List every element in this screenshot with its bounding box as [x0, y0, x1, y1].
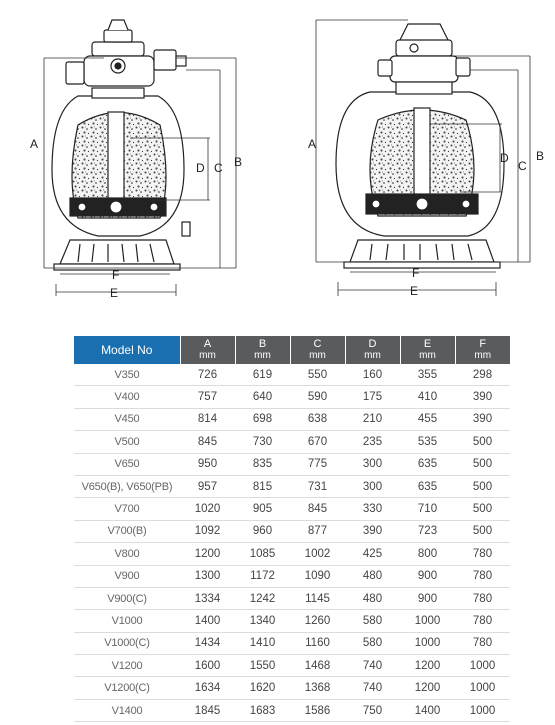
value-cell: 638: [290, 408, 345, 430]
value-cell: 1340: [235, 610, 290, 632]
table-row: [74, 677, 510, 699]
value-cell: 535: [400, 431, 455, 453]
header-unit: mm: [474, 350, 492, 361]
value-cell: 1550: [235, 655, 290, 677]
value-cell: 1000: [400, 610, 455, 632]
value-cell: 1200: [180, 543, 235, 565]
value-cell: 950: [180, 453, 235, 475]
value-cell: 698: [235, 408, 290, 430]
left-dim-label-c: C: [214, 161, 223, 175]
right-dim-label-b: B: [536, 149, 545, 163]
table-row: [74, 475, 510, 497]
right-filter-drawing: [336, 24, 504, 268]
value-cell: 1020: [180, 498, 235, 520]
value-cell: 960: [235, 520, 290, 542]
right-dim-label-d: D: [500, 151, 509, 165]
value-cell: 1434: [180, 632, 235, 654]
model-cell: V700(B): [74, 520, 180, 542]
header-label: E: [423, 338, 432, 350]
value-cell: 723: [400, 520, 455, 542]
value-cell: 750: [345, 699, 400, 721]
table-row: [74, 632, 510, 654]
left-dim-label-b: B: [234, 155, 243, 169]
value-cell: 1620: [235, 677, 290, 699]
value-cell: 410: [400, 386, 455, 408]
left-dim-label-e: E: [110, 286, 119, 300]
value-cell: 780: [455, 587, 510, 609]
value-cell: 877: [290, 520, 345, 542]
value-cell: 800: [400, 543, 455, 565]
value-cell: 160: [345, 364, 400, 386]
table-row: [74, 520, 510, 542]
value-cell: 635: [400, 475, 455, 497]
value-cell: 1683: [235, 699, 290, 721]
value-cell: 1000: [455, 655, 510, 677]
value-cell: 425: [345, 543, 400, 565]
value-cell: 619: [235, 364, 290, 386]
table-row: [74, 498, 510, 520]
right-dim-label-e: E: [410, 284, 419, 298]
value-cell: 1400: [400, 699, 455, 721]
right-dim-label-c: C: [518, 159, 527, 173]
right-dim-label-a: A: [308, 137, 317, 151]
left-filter-drawing: [52, 20, 190, 270]
value-cell: 815: [235, 475, 290, 497]
left-dim-label-a: A: [30, 137, 39, 151]
table-header-row: [74, 336, 510, 364]
value-cell: 1000: [400, 632, 455, 654]
value-cell: 1200: [400, 655, 455, 677]
value-cell: 845: [180, 431, 235, 453]
value-cell: 1000: [455, 699, 510, 721]
header-col-1: [180, 336, 235, 364]
value-cell: 300: [345, 475, 400, 497]
value-cell: 1586: [290, 699, 345, 721]
dimension-table: [74, 336, 510, 722]
value-cell: 1242: [235, 587, 290, 609]
model-cell: V450: [74, 408, 180, 430]
value-cell: 710: [400, 498, 455, 520]
value-cell: 355: [400, 364, 455, 386]
value-cell: 740: [345, 677, 400, 699]
header-unit: mm: [309, 350, 326, 361]
value-cell: 550: [290, 364, 345, 386]
table-row: [74, 610, 510, 632]
value-cell: 1000: [455, 677, 510, 699]
table-row: [74, 431, 510, 453]
model-cell: V1000: [74, 610, 180, 632]
right-dim-label-f: F: [412, 266, 420, 280]
model-cell: V1000(C): [74, 632, 180, 654]
value-cell: 1085: [235, 543, 290, 565]
value-cell: 330: [345, 498, 400, 520]
value-cell: 835: [235, 453, 290, 475]
value-cell: 757: [180, 386, 235, 408]
model-cell: V400: [74, 386, 180, 408]
table-row: [74, 408, 510, 430]
value-cell: 455: [400, 408, 455, 430]
value-cell: 740: [345, 655, 400, 677]
value-cell: 480: [345, 565, 400, 587]
value-cell: 1600: [180, 655, 235, 677]
header-model-no: [74, 336, 180, 364]
table-body: [74, 364, 510, 722]
value-cell: 1002: [290, 543, 345, 565]
value-cell: 1300: [180, 565, 235, 587]
value-cell: 210: [345, 408, 400, 430]
header-label: C: [313, 338, 322, 350]
value-cell: 390: [345, 520, 400, 542]
header-col-2: [235, 336, 290, 364]
header-label: D: [368, 338, 377, 350]
value-cell: 780: [455, 543, 510, 565]
value-cell: 1090: [290, 565, 345, 587]
value-cell: 957: [180, 475, 235, 497]
header-unit: mm: [199, 350, 216, 361]
value-cell: 1468: [290, 655, 345, 677]
model-cell: V650: [74, 453, 180, 475]
value-cell: 175: [345, 386, 400, 408]
value-cell: 1172: [235, 565, 290, 587]
value-cell: 905: [235, 498, 290, 520]
model-cell: V500: [74, 431, 180, 453]
table-row: [74, 699, 510, 721]
value-cell: 670: [290, 431, 345, 453]
model-cell: V700: [74, 498, 180, 520]
model-cell: V350: [74, 364, 180, 386]
value-cell: 590: [290, 386, 345, 408]
header-unit: mm: [419, 350, 436, 361]
left-dim-label-d: D: [196, 161, 205, 175]
value-cell: 500: [455, 431, 510, 453]
table-row: [74, 587, 510, 609]
value-cell: 775: [290, 453, 345, 475]
value-cell: 726: [180, 364, 235, 386]
value-cell: 390: [455, 386, 510, 408]
header-col-6: [455, 336, 510, 364]
header-col-3: [290, 336, 345, 364]
value-cell: 900: [400, 565, 455, 587]
table-row: [74, 565, 510, 587]
value-cell: 1368: [290, 677, 345, 699]
table-row: [74, 453, 510, 475]
value-cell: 1200: [400, 677, 455, 699]
value-cell: 1845: [180, 699, 235, 721]
value-cell: 500: [455, 475, 510, 497]
table-row: [74, 655, 510, 677]
value-cell: 580: [345, 610, 400, 632]
header-label: Model No: [101, 343, 153, 357]
header-unit: mm: [364, 350, 381, 361]
value-cell: 1145: [290, 587, 345, 609]
header-label: F: [479, 338, 487, 350]
value-cell: 814: [180, 408, 235, 430]
value-cell: 731: [290, 475, 345, 497]
value-cell: 1160: [290, 632, 345, 654]
value-cell: 1410: [235, 632, 290, 654]
value-cell: 730: [235, 431, 290, 453]
value-cell: 780: [455, 565, 510, 587]
model-cell: V1400: [74, 699, 180, 721]
value-cell: 235: [345, 431, 400, 453]
value-cell: 500: [455, 520, 510, 542]
header-label: B: [258, 338, 267, 350]
value-cell: 780: [455, 632, 510, 654]
value-cell: 1092: [180, 520, 235, 542]
value-cell: 1400: [180, 610, 235, 632]
value-cell: 900: [400, 587, 455, 609]
header-unit: mm: [254, 350, 271, 361]
table-row: [74, 364, 510, 386]
filter-dimension-drawings: [0, 0, 555, 310]
value-cell: 640: [235, 386, 290, 408]
value-cell: 580: [345, 632, 400, 654]
value-cell: 390: [455, 408, 510, 430]
value-cell: 500: [455, 453, 510, 475]
model-cell: V1200(C): [74, 677, 180, 699]
value-cell: 845: [290, 498, 345, 520]
value-cell: 1334: [180, 587, 235, 609]
header-col-4: [345, 336, 400, 364]
table-row: [74, 386, 510, 408]
model-cell: V900(C): [74, 587, 180, 609]
model-cell: V800: [74, 543, 180, 565]
table-row: [74, 543, 510, 565]
value-cell: 500: [455, 498, 510, 520]
value-cell: 635: [400, 453, 455, 475]
model-cell: V900: [74, 565, 180, 587]
value-cell: 480: [345, 587, 400, 609]
value-cell: 300: [345, 453, 400, 475]
header-col-5: [400, 336, 455, 364]
value-cell: 298: [455, 364, 510, 386]
value-cell: 1260: [290, 610, 345, 632]
left-dim-label-f: F: [112, 268, 120, 282]
value-cell: 1634: [180, 677, 235, 699]
value-cell: 780: [455, 610, 510, 632]
header-label: A: [203, 338, 212, 350]
model-cell: V1200: [74, 655, 180, 677]
model-cell: V650(B), V650(PB): [74, 475, 180, 497]
